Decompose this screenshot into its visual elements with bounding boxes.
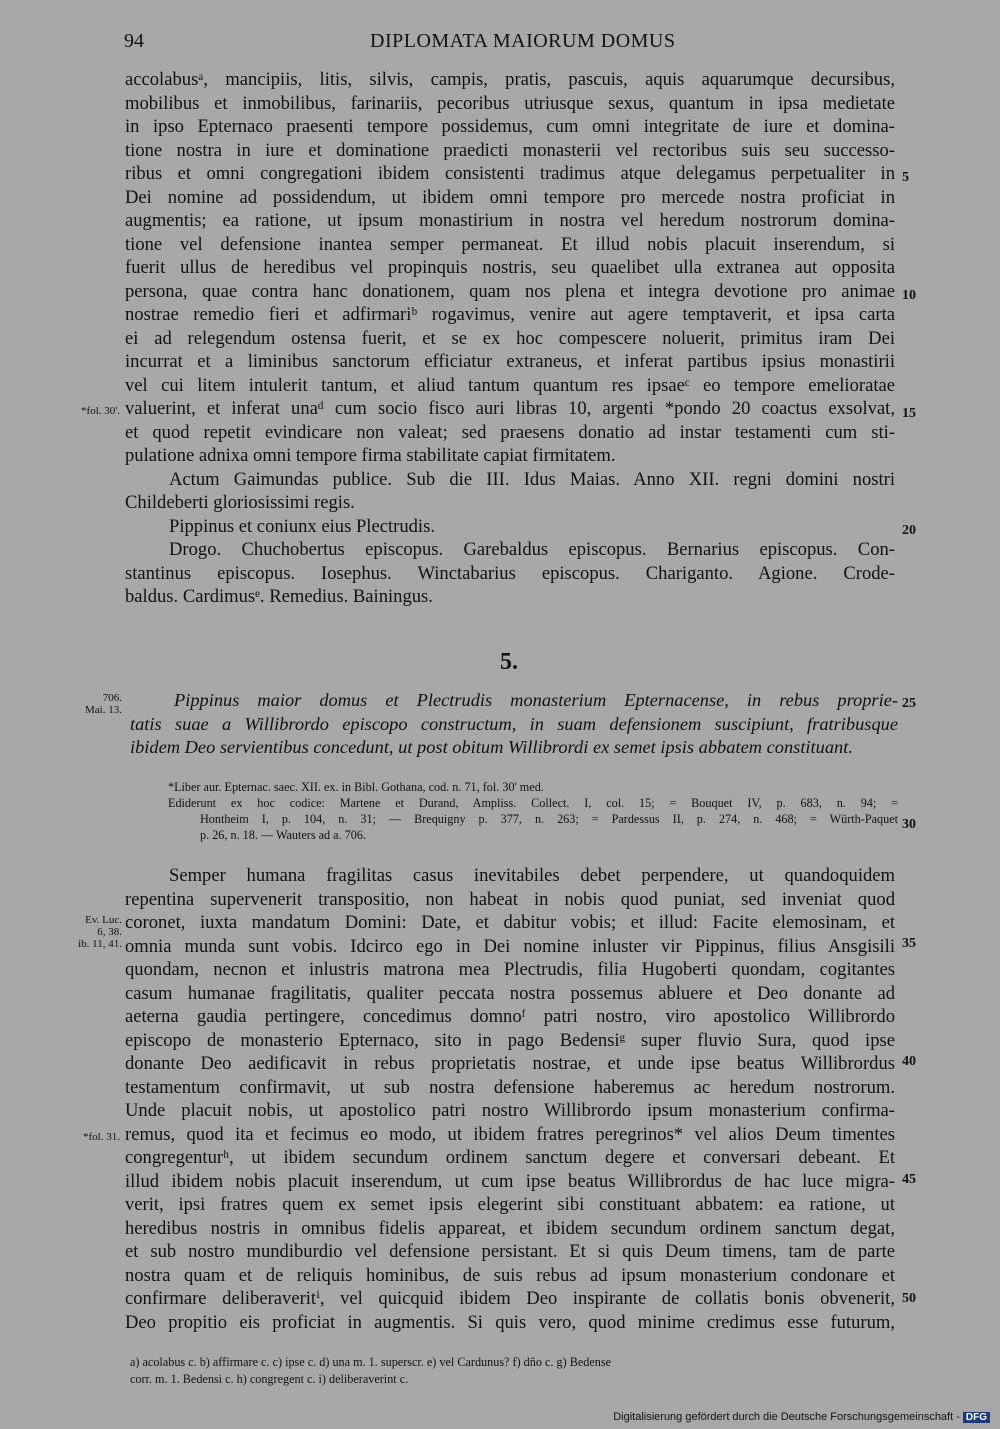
text-line: omnia munda sunt vobis. Idcirco ego in Dei nomine inluster vir Pippinus, filius Ansgisili: [125, 935, 895, 957]
signature-line: Pippinus et coniunx eius Plectrudis.: [169, 515, 435, 537]
source-apparatus: [168, 779, 898, 843]
bible-book: Ev. Luc.: [85, 914, 122, 926]
date-day: Mai. 13.: [85, 704, 122, 716]
date-year: 706.: [102, 692, 122, 704]
text-line: verit, ipsi fratres quem ex semet ipsis elegerint sibi constituant abbatem: ea ratione, ut: [125, 1194, 895, 1215]
text-line: tione vel defensione inantea semper permaneat. Et illud nobis placuit inserendum, si: [125, 233, 895, 255]
source-line: *Liber aur. Epternac. saec. XII. ex. in Bibl. Gothana, cod. n. 71, fol. 30' med.: [168, 780, 544, 794]
line-number: 25: [902, 696, 916, 711]
text-line: ribus et omni congregationi ibidem consistenti tradimus atque delegamus perpetualiter in: [125, 163, 895, 184]
line-number: 20: [902, 523, 916, 538]
page-number: 94: [124, 30, 144, 52]
actum-line: Childeberti gloriosissimi regis.: [125, 492, 355, 513]
text-line: remus, quod ita et fecimus eo modo, ut ibidem fratres peregrinos* vel alios Deum timentes: [125, 1123, 895, 1145]
digitization-credit: [613, 1411, 990, 1423]
text-line: persona, quae contra hanc donationem, quam nos plena et integra devotione pro animae: [125, 280, 895, 302]
line-number: 5: [902, 170, 909, 185]
text-line: incurrat et a liminibus sanctorum efficiatur extraneus, et inferat partibus ipsius monastirii: [125, 351, 895, 372]
footnotes: [130, 1354, 900, 1388]
text-line: et sub nostro mundiburdio vel defensione persistant. Et si quis Deum timens, tam de parte: [125, 1241, 895, 1262]
text-line: accolabusᵃ, mancipiis, litis, silvis, campis, pratis, pascuis, aquis aquarumque decursibus,: [125, 69, 895, 90]
credit-text: Digitalisierung gefördert durch die Deutsche Forschungsgemeinschaft -: [613, 1411, 960, 1423]
text-line: repentina supervenerit transpositio, non habeat in nobis quod puniat, sed inveniat quod: [125, 888, 895, 910]
text-line: casum humanae fragilitatis, qualiter peccata nostra possemus abluere et Deo donante ad: [125, 982, 895, 1004]
footnote-line: a) acolabus c. b) affirmare c. c) ipse c. d) una m. 1. superscr. e) vel Cardunus? f) dño c. g) Bedense: [130, 1355, 611, 1369]
date-note: [70, 692, 122, 716]
line-number: 40: [902, 1054, 916, 1069]
text-line: nostra quam et de reliquis hominibus, de suis rebus ad ipsum monasterium condonare et: [125, 1264, 895, 1286]
margin-folio-note: *fol. 31.: [83, 1131, 120, 1143]
body-text-main: [125, 864, 895, 1334]
margin-folio-note: *fol. 30'.: [81, 405, 120, 417]
text-line: episcopo de monasterio Epternaco, sito in pago Bedensiᵍ super fluvio Sura, quod ipse: [125, 1029, 895, 1051]
regest-line: tatis suae a Willibrordo episcopo constructum, in suam defensionem suscipiunt, fratribusque: [130, 713, 898, 734]
actum-line: Actum Gaimundas publice. Sub die III. Idus Maias. Anno XII. regni domini nostri: [169, 468, 895, 490]
bible-verse: ib. 11, 41.: [78, 938, 122, 950]
text-line: Dei nomine ad possidendum, ut ibidem omni tempore pro mercede nostra proficiat in: [125, 186, 895, 208]
line-number: 15: [902, 406, 916, 421]
line-number: 45: [902, 1172, 916, 1187]
signature-line: baldus. Cardimusᵉ. Remedius. Bainingus.: [125, 586, 433, 607]
text-line: ei ad relegendum ostensa fuerit, et se ex hoc compescere noluerit, primitus iram Dei: [125, 327, 895, 349]
text-line: coronet, iuxta mandatum Domini: Date, et dabitur vobis; et illud: Facite elemosinam, et: [125, 912, 895, 933]
text-line: illud ibidem nobis placuit inserendum, ut cum ipse beatus Willibrordus de hac luce migra-: [125, 1170, 895, 1192]
text-line: congregenturʰ, ut ibidem secundum ordinem sanctum degere et conversari debeant. Et: [125, 1147, 895, 1168]
line-number: 10: [902, 288, 916, 303]
text-line: testamentum confirmavit, ut sub nostra defensione haberemus ac heredum nostrorum.: [125, 1076, 895, 1098]
text-line: augmentis; ea ratione, ut ipsum monastirium in nostra vel heredum nostrorum domina-: [125, 210, 895, 231]
text-line: et quod repetit evindicare non valeat; sed praesens donatio ad instar testamenti cum sti-: [125, 421, 895, 443]
regest-line: ibidem Deo servientibus concedunt, ut post obitum Willibrordi ex semet ipsis abbatem constituant.: [130, 737, 853, 757]
text-line: nostrae remedio fieri et adfirmariᵇ rogavimus, venire aut agere temptaverit, et ipsa carta: [125, 304, 895, 325]
regest-line: Pippinus maior domus et Plectrudis monasterium Epternacense, in rebus proprie-: [174, 690, 898, 710]
text-line: Unde placuit nobis, ut apostolico patri nostro Willibrordo ipsum monasterium confirma-: [125, 1100, 895, 1121]
line-number: 35: [902, 936, 916, 951]
footnote-line: corr. m. 1. Bedensi c. h) congregent c. i) deliberaverint c.: [130, 1372, 409, 1386]
text-line: valuerint, et inferat unaᵈ cum socio fisco auri libras 10, argenti *pondo 20 coactus exsolvat,: [125, 398, 895, 419]
margin-bible-reference: [66, 914, 122, 950]
text-line: pulatione adnixa omni tempore firma stabilitate capiat firmitatem.: [125, 445, 616, 466]
text-line: in ipso Epternaco praesenti tempore possidemus, cum omni integritate de iure et domina-: [125, 116, 895, 137]
source-line: Hontheim I, p. 104, n. 31; — Brequigny p. 377, n. 263; = Pardessus II, p. 274, n. 468; = Würth-Paquet: [200, 812, 898, 826]
dfg-logo: DFG: [963, 1412, 990, 1423]
signature-line: Drogo. Chuchobertus episcopus. Garebaldus episcopus. Bernarius episcopus. Con-: [169, 539, 895, 560]
text-line: fuerit ullus de heredibus vel propinquis nostris, seu quaelibet ulla extranea aut opposita: [125, 257, 895, 278]
regest: [130, 689, 898, 760]
text-line: donante Deo aedificavit in rebus proprietatis nostrae, et unde ipse beatus Willibrordus: [125, 1053, 895, 1074]
body-text-top: [125, 68, 895, 609]
text-line: confirmare deliberaveritⁱ, vel quicquid ibidem Deo inspirante de collatis bonis obvenerit,: [125, 1288, 895, 1309]
text-line: Deo propitio eis proficiat in augmentis. Si quis vero, quod minime credimus esse futurum,: [125, 1311, 895, 1333]
text-line: quondam, necnon et inlustris matrona mea Plectrudis, filia Hugoberti quondam, cogitantes: [125, 959, 895, 980]
line-number: 30: [902, 817, 916, 832]
text-line: Semper humana fragilitas casus inevitabiles debet perpendere, ut quandoquidem: [169, 865, 895, 886]
bible-verse: 6, 38.: [97, 926, 122, 938]
source-line: p. 26, n. 18. — Wauters ad a. 706.: [200, 828, 367, 842]
text-line: mobilibus et inmobilibus, farinariis, pecoribus utriusque sexus, quantum in ipsa medietate: [125, 92, 895, 114]
text-line: heredibus nostris in omnibus fidelis appareat, et ibidem secundum ordinem sanctum degat,: [125, 1217, 895, 1239]
signature-line: stantinus episcopus. Iosephus. Winctabarius episcopus. Chariganto. Agione. Crode-: [125, 562, 895, 584]
source-line: Ediderunt ex hoc codice: Martene et Durand, Ampliss. Collect. I, col. 15; = Bouquet IV, p. 683, n. 94; =: [168, 796, 898, 810]
text-line: tione nostra in iure et dominatione praedicti monasterii vel rectoribus suis seu successo-: [125, 139, 895, 161]
text-line: vel cui litem intulerit tantum, et aliud tantum quantum res ipsaeᶜ eo tempore emelioratae: [125, 374, 895, 396]
running-title: DIPLOMATA MAIORUM DOMUS: [370, 30, 676, 52]
section-number: 5.: [500, 649, 518, 675]
line-number: 50: [902, 1291, 916, 1306]
text-line: aeterna gaudia pertingere, concedimus domnoᶠ patri nostro, viro apostolico Willibrordo: [125, 1006, 895, 1027]
